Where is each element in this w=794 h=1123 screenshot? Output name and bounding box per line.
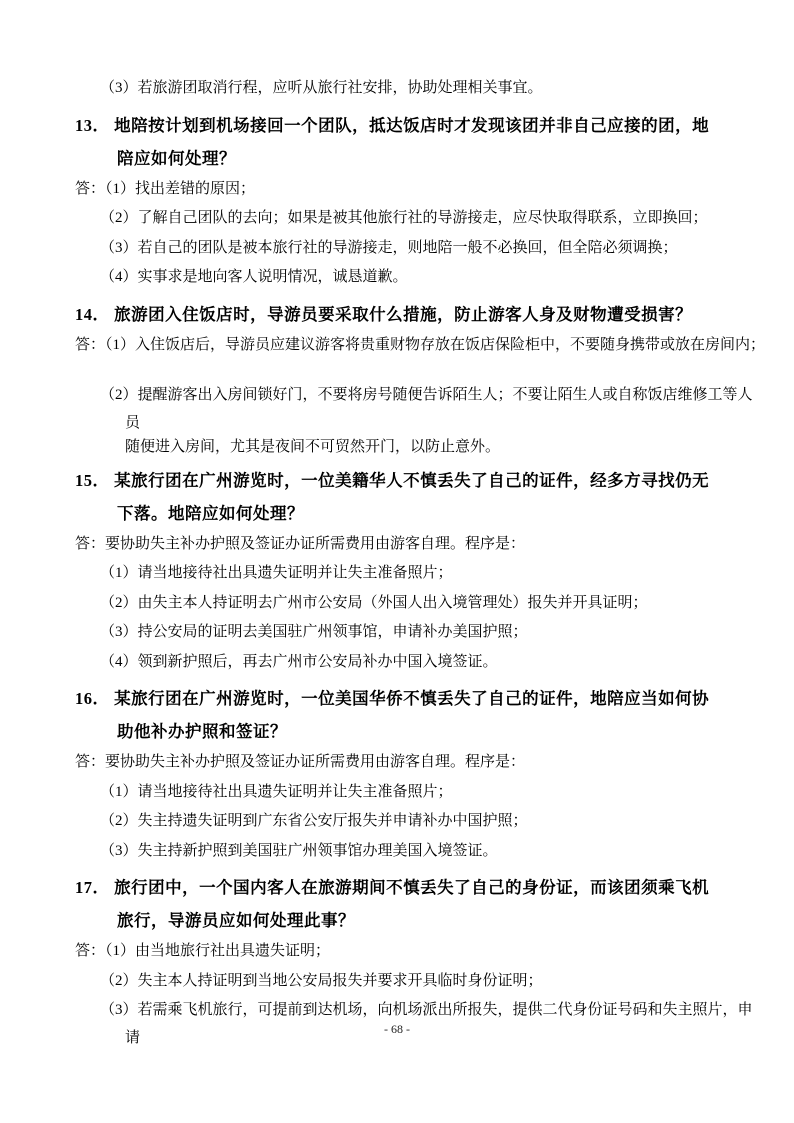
answer-continuation-line: 请: [125, 1029, 141, 1046]
question-continuation-line: 助他补办护照和签证？: [117, 722, 287, 741]
answer-line: 答：（1）找出差错的原因；: [75, 180, 256, 197]
answer-item-line: （2）失主持遗失证明到广东省公安厅报失并申请补办中国护照；: [100, 813, 528, 829]
page-number: - 68 -: [384, 1022, 410, 1036]
answer-line: 答：要协助失主补办护照及签证办证所需费用由游客自理。程序是：: [75, 535, 526, 552]
answer-item-line: （1）请当地接待社出具遗失证明并让失主准备照片；: [100, 783, 453, 800]
document-body: [75, 74, 766, 1050]
blank-line: [75, 360, 754, 381]
question-continuation-line: 旅行，导游员应如何处理此事？: [117, 911, 355, 930]
answer-item-line: （3）若需乘飞机旅行，可提前到达机场，向机场派出所报失，提供二代身份证号码和失主照片，申: [100, 1002, 753, 1018]
question-line: 17． 旅行团中，一个国内客人在旅游期间不慎丢失了自己的身份证，而该团须乘飞机: [75, 878, 710, 897]
answer-item-line: （1）请当地接待社出具遗失证明并让失主准备照片；: [100, 565, 453, 581]
answer-line: 答：要协助失主补办护照及签证办证所需费用由游客自理。程序是：: [75, 754, 526, 770]
question-line: 16． 某旅行团在广州游览时，一位美国华侨不慎丢失了自己的证件，地陪应当如何协: [75, 689, 710, 708]
question-continuation-line: 陪应如何处理？: [117, 148, 236, 168]
answer-item-line: （4）领到新护照后，再去广州市公安局补办中国入境签证。: [100, 653, 498, 670]
answer-item-line: （3）持公安局的证明去美国驻广州领事馆，申请补办美国护照；: [100, 624, 528, 640]
question-line: 13． 地陪按计划到机场接回一个团队，抵达饭店时才发现该团并非自己应接的团，地: [75, 115, 710, 135]
answer-item-line: （3）失主持新护照到美国驻广州领事馆办理美国入境签证。: [100, 842, 498, 859]
question-line: 14． 旅游团入住饭店时，导游员要采取什么措施，防止游客人身及财物遭受损害？: [75, 304, 693, 324]
answer-item-line: （2）了解自己团队的去向；如果是被其他旅行社的导游接走，应尽快取得联系，立即换回；: [100, 210, 708, 226]
answer-continuation-line: 员: [125, 414, 141, 431]
answer-continuation-line: 随便进入房间，尤其是夜间不可贸然开门，以防止意外。: [125, 438, 501, 455]
question-continuation-line: 下落。地陪应如何处理？: [117, 503, 304, 523]
answer-item-line: （4）实事求是地向客人说明情况，诚恳道歉。: [100, 269, 408, 285]
answer-item-line: （3）若自己的团队是被本旅行社的导游接走，则地陪一般不必换回，但全陪必须调换；: [100, 239, 678, 256]
question-line: 15． 某旅行团在广州游览时，一位美籍华人不慎丢失了自己的证件，经多方寻找仍无: [75, 470, 710, 490]
answer-item-line: （3）若旅游团取消行程，应听从旅行社安排，协助处理相关事宜。: [100, 80, 543, 96]
answer-item-line: （2）提醒游客出入房间锁好门，不要将房号随便告诉陌生人；不要让陌生人或自称饭店维修工等人: [100, 387, 753, 403]
answer-line: 答：（1）入住饭店后，导游员应建议游客将贵重财物存放在饭店保险柜中，不要随身携带或放在房间内；: [75, 336, 766, 353]
answer-item-line: （2）失主本人持证明到当地公安局报失并要求开具临时身份证明；: [100, 972, 543, 989]
answer-item-line: （2）由失主本人持证明去广州市公安局（外国人出入境管理处）报失并开具证明；: [100, 594, 648, 611]
answer-line: 答：（1）由当地旅行社出具遗失证明；: [75, 943, 331, 959]
